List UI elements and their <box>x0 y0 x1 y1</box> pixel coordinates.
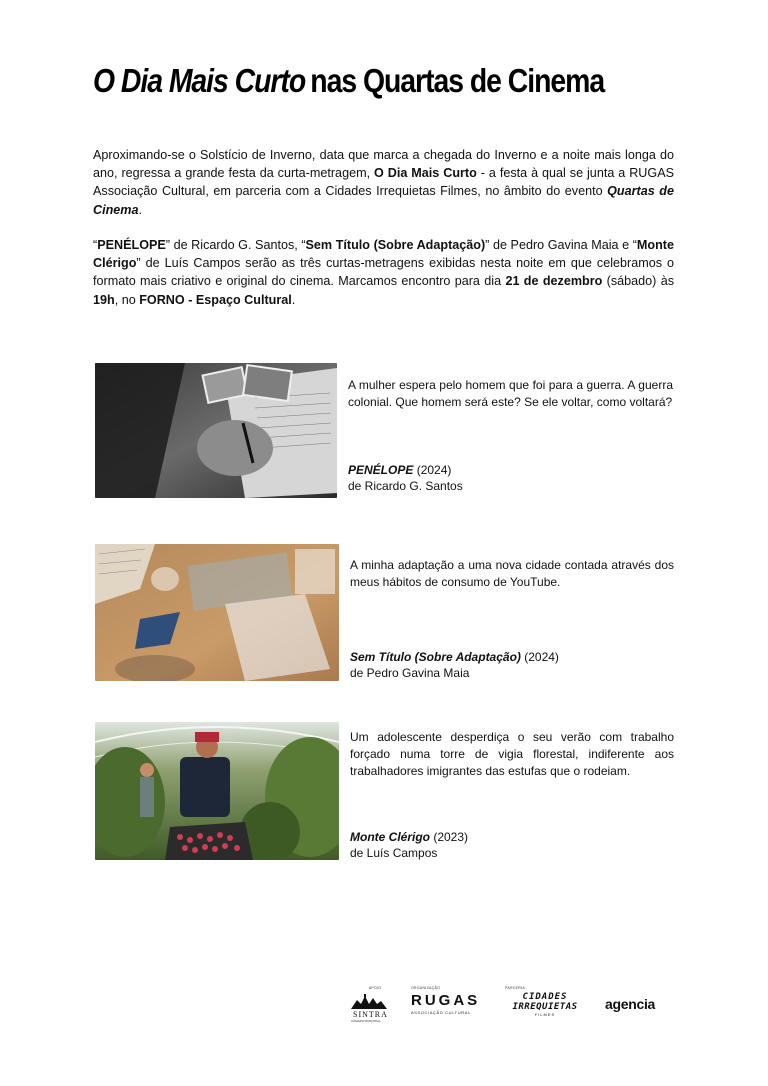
film-credit-sem-titulo <box>350 650 674 681</box>
logo-caption: APOIO <box>368 986 382 990</box>
logo-agencia <box>605 996 669 1012</box>
sintra-palace-icon <box>349 992 389 1010</box>
rugas-name: RUGAS <box>411 992 481 1009</box>
film-title: Sem Título (Sobre Adaptação) <box>350 650 521 664</box>
logo-cidades-irrequietas <box>505 986 585 1017</box>
sintra-name: SINTRA <box>353 1010 388 1019</box>
film-synopsis-penelope: A mulher espera pelo homem que foi para a guerra. A guerra colonial. Que homem será este? Se ele voltar, como voltará? <box>348 378 673 409</box>
film-credit-monte-clerigo <box>350 830 674 861</box>
logo-caption: PARCERIA <box>505 986 526 990</box>
film-credit-penelope <box>348 463 673 494</box>
text-run: - a festa à qual se junta a RUGAS Associação Cultural, em parceria com a Cidades Irrequietas Filmes, no âmbito do evento <box>93 166 674 199</box>
film-still-monte-clerigo <box>95 722 339 860</box>
logo-rugas <box>411 986 483 1015</box>
film-director: de Pedro Gavina Maia <box>350 665 470 680</box>
film-still-sem-titulo <box>95 544 339 681</box>
text-run: . <box>138 202 142 217</box>
cidades-line3: FILMES <box>534 1012 556 1017</box>
film-director: de Luís Campos <box>350 845 438 860</box>
text-run: . <box>291 292 296 307</box>
film-title: Monte Clérigo <box>350 830 430 844</box>
film-name-sem-titulo: Sem Título (Sobre Adaptação) <box>305 238 486 252</box>
film-name-penelope: PENÉLOPE <box>97 238 166 252</box>
logo-caption: ORGANIZAÇÃO <box>411 986 441 990</box>
film-year: (2023) <box>430 830 469 844</box>
title-italic: O Dia Mais Curto <box>93 62 306 99</box>
film-director: de Ricardo G. Santos <box>348 478 463 493</box>
event-venue: FORNO - Espaço Cultural <box>139 292 292 307</box>
film-still-penelope <box>95 363 337 498</box>
event-name: O Dia Mais Curto <box>374 166 477 181</box>
logo-sintra <box>345 986 395 1023</box>
agencia-name: agencia <box>605 996 656 1012</box>
text-run: ” de Ricardo G. Santos, “ <box>165 238 306 252</box>
text-run: Aproximando-se o Solstício de Inverno, data que marca a chegada do Inverno e a noite mais longa do ano, regressa a grande festa da curta-metragem, <box>93 148 674 181</box>
event-date: 21 de dezembro <box>505 274 603 289</box>
cidades-line2: IRREQUIETAS <box>512 1002 578 1012</box>
title-rest: nas Quartas de Cinema <box>310 62 605 99</box>
rugas-sub: ASSOCIAÇÃO CULTURAL <box>411 1010 471 1015</box>
text-run: ” de Pedro Gavina Maia e “ <box>485 238 637 252</box>
footer-logos <box>345 986 675 1036</box>
intro-paragraph-2 <box>93 236 674 309</box>
sintra-sub: CÂMARA MUNICIPAL <box>351 1019 381 1023</box>
film-year: (2024) <box>520 650 559 664</box>
intro-paragraph-1 <box>93 146 674 219</box>
film-name-monte-clerigo: Monte Clérigo <box>93 238 674 271</box>
film-title: PENÉLOPE <box>348 463 414 477</box>
text-run: , no <box>114 292 140 307</box>
text-run: (sábado) às <box>602 274 674 289</box>
text-run: “ <box>93 238 98 252</box>
event-time: 19h <box>93 292 115 307</box>
film-year: (2024) <box>413 463 452 477</box>
text-run: ” de Luís Campos serão as três curtas-metragens exibidas nesta noite em que celebramos o formato mais criativo e original do cinema. Marcamos encontro para dia <box>93 256 674 289</box>
program-name: Quartas de Cinema <box>93 184 674 217</box>
film-synopsis-sem-titulo: A minha adaptação a uma nova cidade contada através dos meus hábitos de consumo de YouTube. <box>350 558 674 589</box>
film-synopsis-monte-clerigo: Um adolescente desperdiça o seu verão com trabalho forçado numa torre de vigia florestal, indiferente aos trabalhadores imigrantes das estufas que o rodeiam. <box>350 730 674 778</box>
page-title <box>93 62 604 100</box>
cidades-line1: CIDADES <box>522 992 568 1002</box>
